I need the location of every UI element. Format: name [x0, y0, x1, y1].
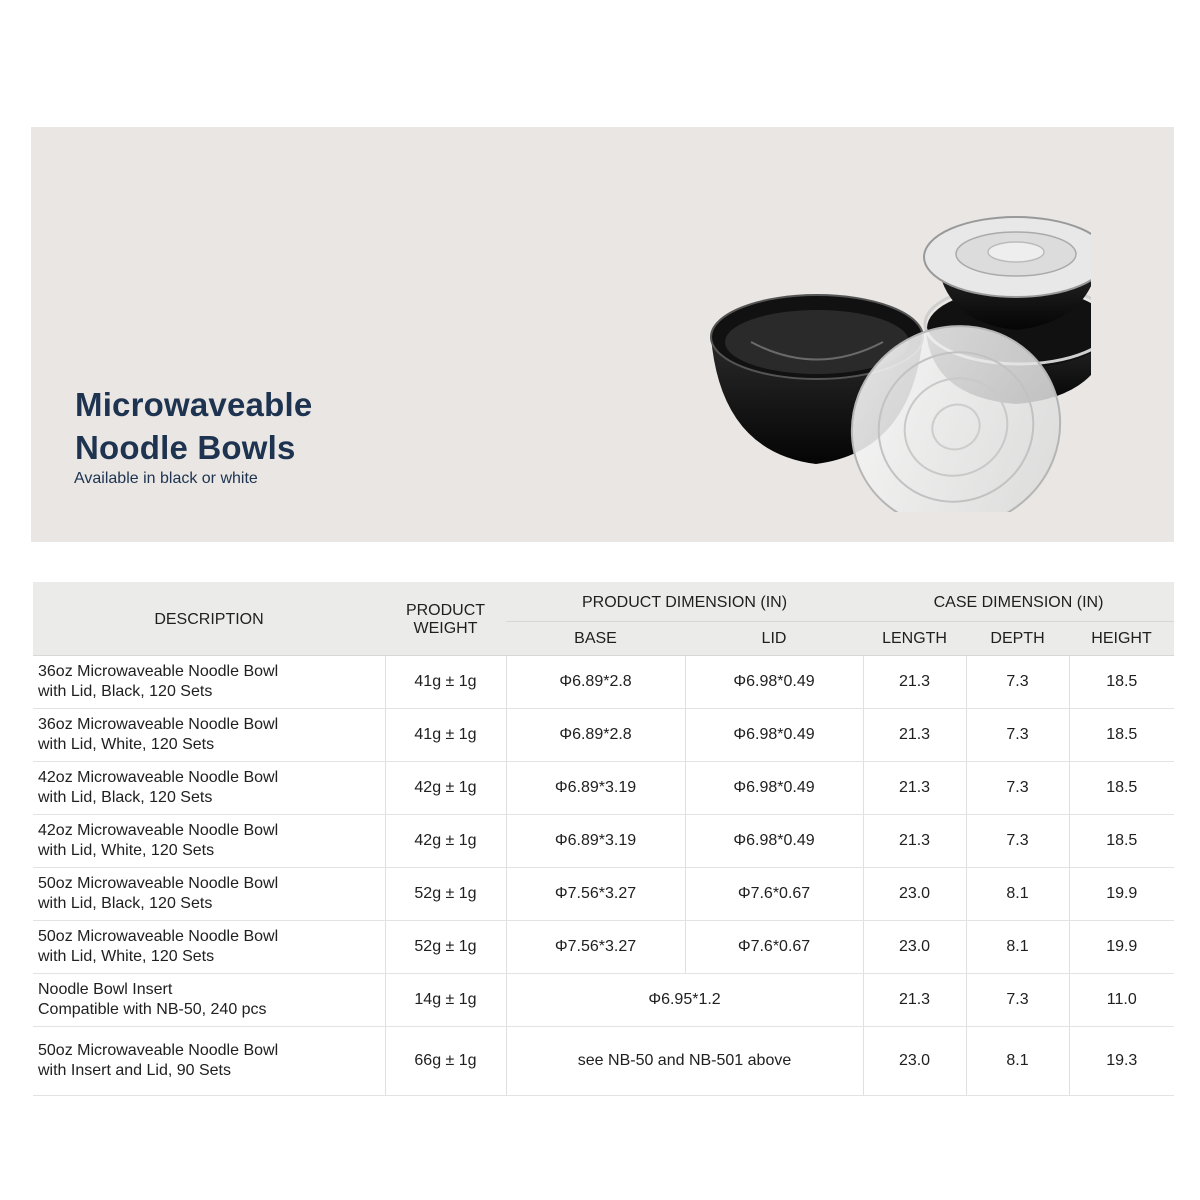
hero-banner — [31, 127, 1174, 542]
table-row — [33, 1027, 1174, 1096]
cell-depth: 7.3 — [966, 656, 1069, 709]
cell-length: 21.3 — [863, 709, 966, 762]
header-height: HEIGHT — [1069, 622, 1174, 656]
description-line-1: 50oz Microwaveable Noodle Bowl — [38, 928, 279, 945]
cell-lid: Φ7.6*0.67 — [685, 921, 863, 974]
table-row — [33, 656, 1174, 709]
table-row — [33, 921, 1174, 974]
description-line-1: 36oz Microwaveable Noodle Bowl — [38, 663, 279, 680]
header-description: DESCRIPTION — [33, 582, 385, 656]
table-row — [33, 762, 1174, 815]
noodle-bowls-product-photo — [671, 172, 1091, 512]
description-line-1: 50oz Microwaveable Noodle Bowl — [38, 875, 279, 892]
cell-weight: 41g ± 1g — [385, 656, 506, 709]
cell-height: 18.5 — [1069, 762, 1174, 815]
cell-height: 19.3 — [1069, 1027, 1174, 1096]
description-line-2: with Lid, White, 120 Sets — [38, 736, 215, 753]
cell-weight: 42g ± 1g — [385, 762, 506, 815]
header-depth: DEPTH — [966, 622, 1069, 656]
row-description — [33, 868, 385, 921]
header-length: LENGTH — [863, 622, 966, 656]
cell-height: 19.9 — [1069, 868, 1174, 921]
row-description — [33, 974, 385, 1027]
title-line-2: Noodle Bowls — [75, 429, 296, 466]
header-product-weight-line2: WEIGHT — [413, 620, 478, 637]
cell-length: 21.3 — [863, 656, 966, 709]
page-title — [75, 383, 312, 469]
cell-length: 23.0 — [863, 1027, 966, 1096]
cell-height: 11.0 — [1069, 974, 1174, 1027]
description-line-2: with Insert and Lid, 90 Sets — [38, 1062, 231, 1079]
header-product-dimension: PRODUCT DIMENSION (IN) — [506, 582, 863, 622]
cell-weight: 14g ± 1g — [385, 974, 506, 1027]
cell-lid: Φ6.98*0.49 — [685, 815, 863, 868]
header-base: BASE — [506, 622, 685, 656]
cell-depth: 7.3 — [966, 815, 1069, 868]
table-row — [33, 868, 1174, 921]
cell-base: Φ7.56*3.27 — [506, 868, 685, 921]
row-description — [33, 656, 385, 709]
row-description — [33, 1027, 385, 1096]
cell-depth: 7.3 — [966, 762, 1069, 815]
cell-weight: 41g ± 1g — [385, 709, 506, 762]
description-line-2: Compatible with NB-50, 240 pcs — [38, 1001, 267, 1018]
description-line-1: 50oz Microwaveable Noodle Bowl — [38, 1042, 279, 1059]
cell-depth: 8.1 — [966, 921, 1069, 974]
description-line-1: Noodle Bowl Insert — [38, 981, 173, 998]
cell-lid: Φ7.6*0.67 — [685, 868, 863, 921]
cell-height: 18.5 — [1069, 709, 1174, 762]
description-line-1: 42oz Microwaveable Noodle Bowl — [38, 769, 279, 786]
header-product-weight-line1: PRODUCT — [405, 602, 486, 619]
cell-base: Φ6.89*3.19 — [506, 762, 685, 815]
row-description — [33, 921, 385, 974]
cell-lid: Φ6.98*0.49 — [685, 656, 863, 709]
title-line-1: Microwaveable — [75, 386, 313, 423]
cell-depth: 7.3 — [966, 709, 1069, 762]
description-line-2: with Lid, Black, 120 Sets — [38, 895, 213, 912]
cell-base: Φ7.56*3.27 — [506, 921, 685, 974]
table-row — [33, 815, 1174, 868]
cell-length: 23.0 — [863, 921, 966, 974]
cell-dimension: see NB-50 and NB-501 above — [506, 1027, 863, 1096]
cell-lid: Φ6.98*0.49 — [685, 709, 863, 762]
description-line-1: 42oz Microwaveable Noodle Bowl — [38, 822, 279, 839]
table-row — [33, 709, 1174, 762]
cell-length: 21.3 — [863, 974, 966, 1027]
cell-depth: 8.1 — [966, 1027, 1069, 1096]
cell-base: Φ6.89*3.19 — [506, 815, 685, 868]
cell-weight: 52g ± 1g — [385, 868, 506, 921]
row-description — [33, 815, 385, 868]
cell-weight: 42g ± 1g — [385, 815, 506, 868]
cell-height: 19.9 — [1069, 921, 1174, 974]
cell-height: 18.5 — [1069, 815, 1174, 868]
header-case-dimension: CASE DIMENSION (IN) — [863, 582, 1174, 622]
description-line-2: with Lid, Black, 120 Sets — [38, 683, 213, 700]
table-row — [33, 974, 1174, 1027]
cell-height: 18.5 — [1069, 656, 1174, 709]
cell-length: 21.3 — [863, 762, 966, 815]
cell-length: 21.3 — [863, 815, 966, 868]
description-line-2: with Lid, White, 120 Sets — [38, 948, 215, 965]
cell-dimension: Φ6.95*1.2 — [506, 974, 863, 1027]
cell-length: 23.0 — [863, 868, 966, 921]
cell-lid: Φ6.98*0.49 — [685, 762, 863, 815]
subtitle: Available in black or white — [74, 470, 258, 487]
header-product-weight — [385, 582, 506, 656]
description-line-2: with Lid, White, 120 Sets — [38, 842, 215, 859]
cell-weight: 66g ± 1g — [385, 1027, 506, 1096]
spec-table — [33, 582, 1174, 1096]
cell-weight: 52g ± 1g — [385, 921, 506, 974]
row-description — [33, 762, 385, 815]
row-description — [33, 709, 385, 762]
description-line-2: with Lid, Black, 120 Sets — [38, 789, 213, 806]
header-lid: LID — [685, 622, 863, 656]
cell-depth: 8.1 — [966, 868, 1069, 921]
cell-base: Φ6.89*2.8 — [506, 656, 685, 709]
cell-depth: 7.3 — [966, 974, 1069, 1027]
description-line-1: 36oz Microwaveable Noodle Bowl — [38, 716, 279, 733]
cell-base: Φ6.89*2.8 — [506, 709, 685, 762]
